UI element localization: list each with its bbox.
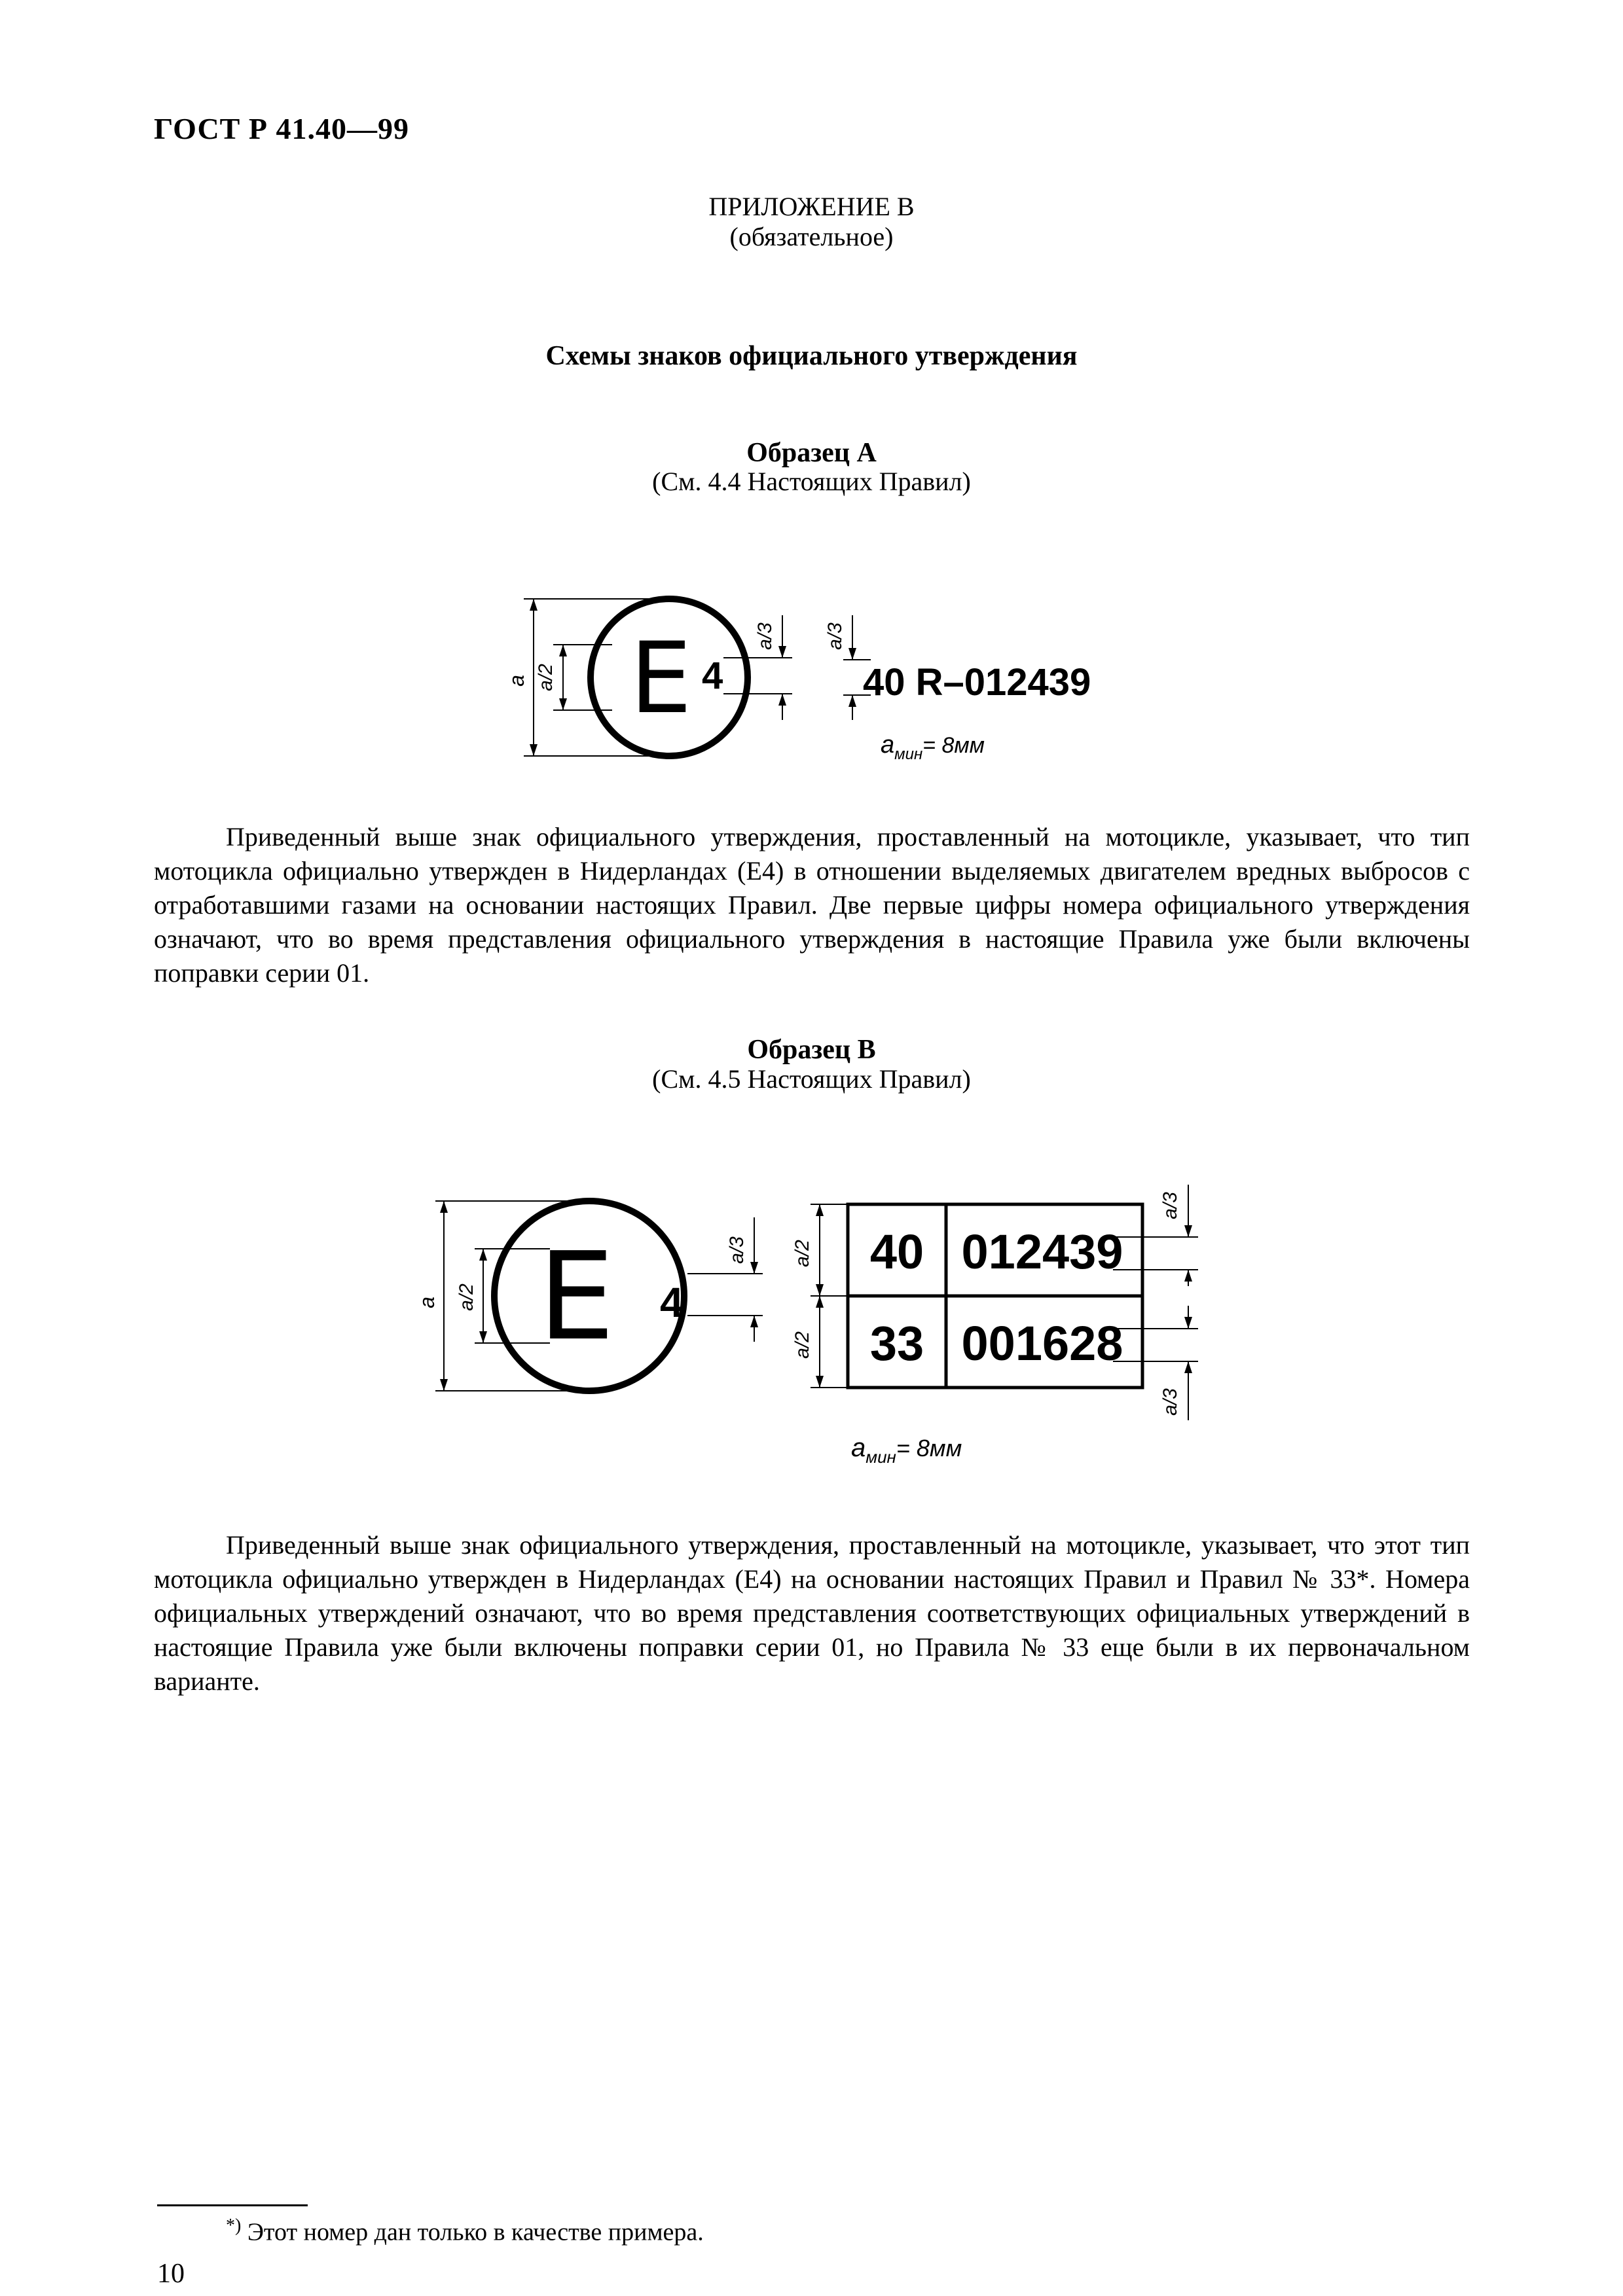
appendix-title: ПРИЛОЖЕНИЕ В	[708, 192, 915, 221]
sample-b-table-dim-third-bottom: a/3	[1159, 1388, 1181, 1416]
sample-a-dim-third-circle: a/3	[754, 622, 776, 650]
sample-b-description: Приведенный выше знак официального утверждения, проставленный на мотоцикле, указывает, что этот тип мотоцикла официально утвержден в Нидерландах (E4) на основании настоящих Правил и Правил № 33*. Номера официальных утверждений означают, что во время представления соответствующих официальных утверждений в настоящие Правила уже были включены поправки серии 01, но Правила № 33 еще были в их первоначальном варианте.	[154, 1530, 1470, 1696]
footnote-marker: *)	[226, 2215, 242, 2236]
sample-a-reference: (См. 4.4 Настоящих Правил)	[652, 467, 971, 496]
sample-b-dim-a: a	[415, 1297, 439, 1308]
sample-b-row2-regulation: 33	[869, 1316, 924, 1371]
sample-b-title: Образец B	[747, 1035, 876, 1065]
section-title: Схемы знаков официального утверждения	[545, 341, 1078, 371]
appendix-status: (обязательное)	[729, 222, 894, 251]
sample-b-row1-regulation: 40	[869, 1225, 924, 1279]
sample-a-dim-third-text: a/3	[824, 622, 846, 650]
sample-b-dim-third-circle: a/3	[726, 1236, 748, 1264]
sample-b-row1-number: 012439	[961, 1225, 1123, 1279]
footnote	[226, 2215, 704, 2247]
sample-b-table-dim-third-top: a/3	[1159, 1192, 1181, 1219]
sample-b-min-size: $a_{мин}= 8мм$	[851, 1433, 962, 1467]
sample-a-title: Образец A	[746, 438, 877, 468]
footnote-text: Этот номер дан только в качестве примера.	[247, 2218, 704, 2246]
sample-a-dim-half: a/2	[535, 664, 556, 691]
sample-b-approval-mark	[0, 1145, 1623, 1505]
page-number: 10	[157, 2259, 185, 2289]
sample-b-reference: (См. 4.5 Настоящих Правил)	[652, 1064, 971, 1094]
sample-b-dim-half: a/2	[456, 1283, 477, 1311]
sample-a-min-size: $a_{мин}= 8мм$	[881, 731, 985, 763]
sample-b-letter-e: E	[538, 1226, 615, 1367]
sample-a-letter-e: E	[630, 622, 692, 736]
sample-b-table-dim-half-bottom: a/2	[792, 1331, 813, 1359]
sample-b-row2-number: 001628	[961, 1316, 1123, 1371]
sample-b-table-dim-half-top: a/2	[792, 1240, 813, 1267]
document-code: ГОСТ Р 41.40—99	[154, 112, 409, 145]
footnote-divider	[157, 2204, 308, 2206]
sample-b-country-number: 4	[660, 1279, 684, 1326]
sample-a-approval-mark	[0, 0, 1623, 785]
sample-a-description: Приведенный выше знак официального утверждения, проставленный на мотоцикле, указывает, что тип мотоцикла официально утвержден в Нидерландах (E4) в отношении выделяемых двигателем вредных выбросов с отработавшими газами на основании настоящих Правил. Две первые цифры номера официального утверждения означают, что во время представления официального утверждения в настоящие Правила уже были включены поправки серии 01.	[154, 822, 1470, 988]
sample-a-dim-a: a	[505, 675, 528, 687]
sample-a-country-number: 4	[702, 655, 723, 697]
sample-a-approval-number: 40 R–012439	[863, 661, 1091, 704]
